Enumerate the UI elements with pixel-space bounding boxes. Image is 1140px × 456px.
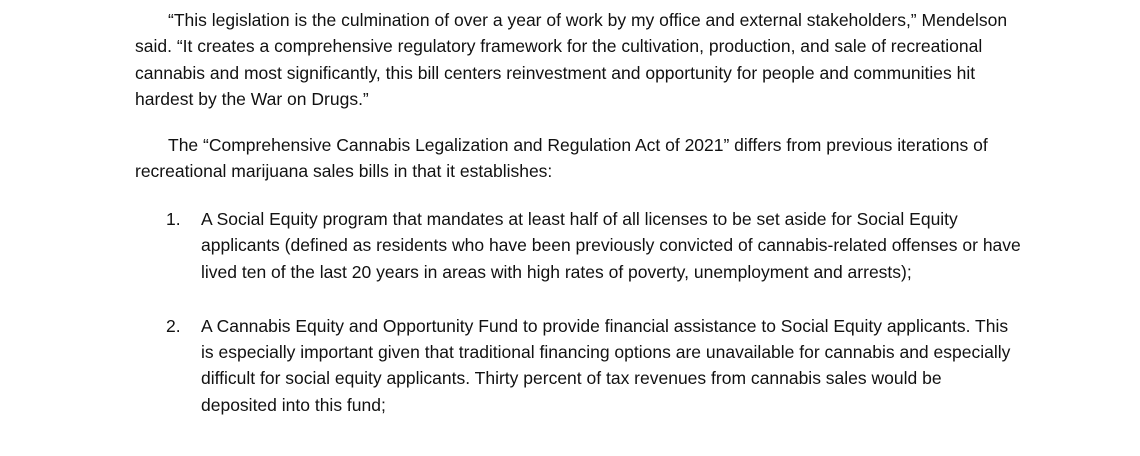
- list-item-text: A Social Equity program that mandates at least half of all licenses to be set aside for Social Equity applicants (defined as residents who have been previously convicted of cannabis-related offenses or have lived ten of the last 20 years in areas with high rates of poverty, unemployment and arrests);: [201, 209, 1021, 282]
- quote-paragraph: “This legislation is the culmination of over a year of work by my office and external stakeholders,” Mendelson said. “It creates a comprehensive regulatory framework for the cultivation, production, and sale of recreational cannabis and most significantly, this bill centers reinvestment and opportunity for people and communities hit hardest by the War on Drugs.”: [135, 10, 1008, 109]
- list-item-number: 2.: [166, 315, 181, 336]
- list-item-number: 1.: [166, 209, 181, 229]
- provisions-list: [135, 206, 1035, 446]
- list-item-text: A Cannabis Equity and Opportunity Fund to provide financial assistance to Social Equity applicants. This is especially important given that traditional financing options are unavailable for cannabis and especially difficult for social equity applicants. Thirty percent of tax revenues from cannabis sales would be deposited into this fund;: [201, 315, 1011, 415]
- list-item: [135, 206, 1035, 285]
- list-item: [135, 313, 1035, 418]
- intro-paragraph: The “Comprehensive Cannabis Legalization and Regulation Act of 2021” differs from previous iterations of recreational marijuana sales bills in that it establishes:: [135, 135, 988, 182]
